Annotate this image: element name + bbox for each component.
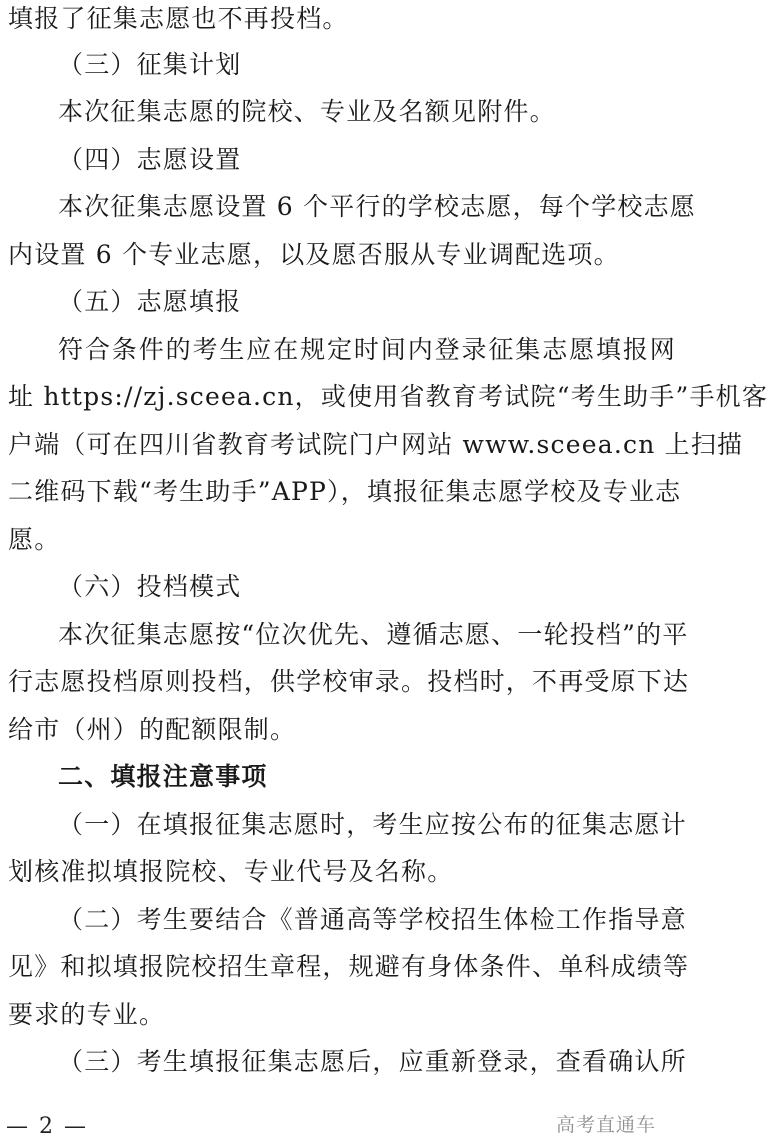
text-line: 二维码下载“考生助手”APP），填报征集志愿学校及专业志 [8, 477, 682, 506]
text-line: （一）在填报征集志愿时，考生应按公布的征集志愿计 [58, 810, 687, 839]
page-number: — 2 — [6, 1114, 88, 1139]
text-line: （二）考生要结合《普通高等学校招生体检工作指导意 [58, 905, 687, 934]
text-line: 划核准拟填报院校、专业代号及名称。 [8, 857, 454, 886]
section-heading: （四）志愿设置 [58, 145, 242, 174]
text-line: 本次征集志愿的院校、专业及名额见附件。 [58, 97, 556, 126]
text-line: 行志愿投档原则投档，供学校审录。投档时，不再受原下达 [8, 667, 690, 696]
section-heading: （五）志愿填报 [58, 287, 242, 316]
text-line: 符合条件的考生应在规定时间内登录征集志愿填报网 [58, 335, 676, 364]
major-heading: 二、填报注意事项 [58, 762, 268, 791]
text-line: （三）考生填报征集志愿后，应重新登录，查看确认所 [58, 1047, 687, 1076]
watermark: 高考直通车 [555, 1114, 656, 1136]
section-heading: （三）征集计划 [58, 50, 242, 79]
section-heading: （六）投档模式 [58, 572, 242, 601]
text-line: 户端（可在四川省教育考试院门户网站 www.sceea.cn 上扫描 [8, 430, 744, 459]
text-line: 要求的专业。 [8, 1000, 166, 1029]
text-line: 址 https://zj.sceea.cn，或使用省教育考试院“考生助手”手机客 [8, 382, 768, 411]
text-line: 愿。 [8, 525, 61, 554]
text-line: 填报了征集志愿也不再投档。 [8, 4, 349, 33]
text-line: 见》和拟填报院校招生章程，规避有身体条件、单科成绩等 [8, 952, 690, 981]
text-line: 本次征集志愿按“位次优先、遵循志愿、一轮投档”的平 [58, 620, 689, 649]
text-line: 内设置 6 个专业志愿，以及愿否服从专业调配选项。 [8, 240, 620, 269]
text-line: 本次征集志愿设置 6 个平行的学校志愿，每个学校志愿 [58, 192, 697, 221]
text-line: 给市（州）的配额限制。 [8, 715, 297, 744]
